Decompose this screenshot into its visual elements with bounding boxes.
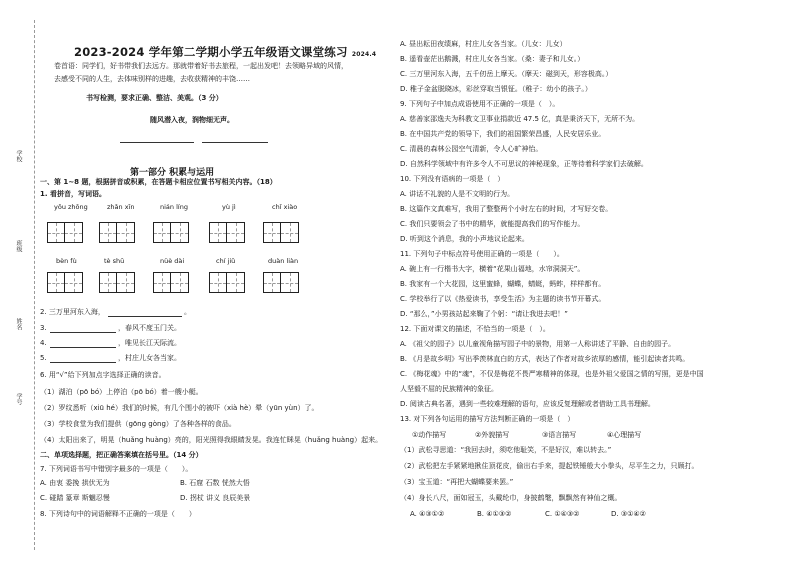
q6-item-2: （2）罗纹悉听（xiū hé）我们的时候，有几个围小的被吓（xià hè）晕（yūn yùn）了。 [40,404,319,412]
q7-option-a: A. 由衷 委挽 拱伏无为 [40,479,110,487]
q13-method-1: ①动作描写 [412,431,447,439]
q13-method-3: ③语言描写 [542,431,577,439]
q13-option-c: C. ①④③② [545,510,580,518]
q13-method-4: ④心理描写 [607,431,642,439]
fill-blank-4[interactable] [50,347,116,348]
q13-option-d: D. ③①④② [611,510,646,518]
q6-item-4: （4）太阳出来了，明晃（huǎng huàng）亮的，阳光照得我眼睛发晃。我连忙眯晃（huǎng huàng）起来。 [40,436,383,444]
fill-tail-4: ，唯见长江天际流。 [118,339,181,347]
fill-blank-5[interactable] [50,362,116,363]
binding-line [34,20,35,550]
q9-option-b: B. 在中国共产党的领导下，我们的祖国繁荣昌盛，人民安居乐业。 [400,130,606,138]
q6-item-1: （1）湖泊（pō bó）上停泊（pō bó）着一艘小艇。 [40,388,203,396]
q13-item-4: （4）身长八尺，面如冠玉，头戴纶巾，身披鹤氅，飘飘然有神仙之概。 [400,494,622,502]
q8: 8. 下列诗句中的词语解释不正确的一项是（ ） [40,510,196,518]
q9: 9. 下列句子中加点成语使用不正确的一项是（ ）。 [400,100,560,108]
pinyin-2-5: duàn liàn [268,257,299,265]
q10-option-b: B. 这篇作文真难写，我用了整整两个小时左右的时间，才写好交卷。 [400,205,613,213]
pinyin-2-3: nüè dài [160,257,185,265]
side-label-number: 学号 [15,393,22,405]
q6: 6. 用“√”给下列加点字选择正确的读音。 [40,371,166,379]
pinyin-1-1: yōu zhōng [54,203,88,211]
tianzi-box-1-4[interactable] [209,222,245,243]
fill-tail-2: 。 [184,308,191,316]
fill-blank-3[interactable] [50,332,116,333]
writing-check: 书写检测，要求正确、整洁、美观。（3 分） [86,94,223,102]
q7: 7. 下列词语书写中错别字最多的一项是（ ）。 [40,465,193,473]
q13-option-a: A. ④③①② [410,510,445,518]
q8-option-b: B. 遥看壶茫出鹅溅，村庄儿女各当家。（桑：妻子和儿女。） [400,55,585,63]
side-label-name: 姓名 [15,318,22,330]
q7-option-b: B. 石窟 石数 恍然大悟 [180,479,250,487]
q8-option-d: D. 稚子金盆脱晓冰，彩丝穿取当银钲。（稚子：幼小的孩子。） [400,85,592,93]
q9-option-a: A. 慈善家邵逸夫为科教文卫事业捐款近 47.5 亿，真是秉济天下，无所不为。 [400,115,640,123]
writing-text: 随风潜入夜，润物细无声。 [150,116,234,124]
fill-item-5: 5. [40,354,47,362]
fill-blank-2[interactable] [108,316,182,317]
pinyin-1-5: chǐ xiào [272,203,298,211]
q12-option-d: D. 阅读古典名著，遇到一些较难理解的语句，应该反复理解或者借助工具书理解。 [400,400,655,408]
tianzi-box-2-2[interactable] [99,272,135,293]
side-label-class: 班级 [15,240,22,252]
q10-option-c: C. 我们只要领会了书中的精华，就能提高我们的写作能力。 [400,220,585,228]
q12-option-a: A. 《祖父的园子》以儿童视角描写园子中的景物，用第一人称讲述了平静、自由的园子。 [400,340,676,348]
q11-option-c: C. 学校举行了以《热爱读书，享受生活》为主题的读书节开幕式。 [400,295,606,303]
q13-item-1: （1）武松寻思道：“我回去时，须吃他耻笑，不是好汉，难以转去。” [400,446,612,454]
fill-item-2: 2. 三万里河东入海， [40,308,105,316]
q10-option-a: A. 讲话不礼貌的人是不文明的行为。 [400,190,515,198]
q12-option-b: B. 《月是故乡明》写出季羡林直白的方式，表达了作者对故乡浓厚的感情，能引起读者共鸣。 [400,355,690,363]
page-title [74,44,376,60]
q13-option-b: B. ④①③② [477,510,512,518]
section-title: 第一部分 积累与运用 [130,168,215,178]
q11: 11. 下列句子中标点符号使用正确的一项是（ ）。 [400,250,564,258]
q9-option-d: D. 自然科学领域中有许多令人不可思议的神秘现象，正等待着科学家们去破解。 [400,160,648,168]
pinyin-1-4: yù jì [222,203,236,211]
pinyin-2-4: chí jiǔ [216,257,236,265]
side-label-school: 学校 [15,150,22,162]
pinyin-2-1: bèn fù [56,257,77,265]
fill-tail-5: ，村庄儿女各当家。 [118,354,181,362]
q12-option-c-cont: 人坚毅不屈的民族精神的象征。 [400,385,498,393]
q11-option-d: D. “那么，”小男孩站起来鞠了个躬：“请让我进去吧！” [400,310,568,318]
q1-heading: 一、第 1~8 题，根据拼音或积累，在答题卡相应位置书写相关内容。（18） [40,178,277,186]
q11-option-b: B. 我家有一个大花园，这里蜜蜂，蝴蝶，蜻蜓，蚂蚱，样样都有。 [400,280,606,288]
intro-line-2: 去感受不同的人生，去体味别样的进趣，去收获精神的丰饶…… [54,75,250,83]
writing-line-2 [202,142,268,143]
tianzi-box-1-2[interactable] [99,222,135,243]
tianzi-box-2-3[interactable] [153,272,189,293]
q13-method-2: ②外貌描写 [475,431,510,439]
q8-option-a: A. 昼出耘田夜绩麻，村庄儿女各当家。（儿女：儿女） [400,40,567,48]
q13-item-3: （3）宝玉道：“再把大蝴蝶要来罢。” [400,478,514,486]
pinyin-2-2: tè shū [104,257,125,265]
tianzi-box-1-1[interactable] [47,222,83,243]
tianzi-box-1-5[interactable] [263,222,299,243]
q12: 12. 下面对课文的描述，不恰当的一项是（ ）。 [400,325,550,333]
q9-option-c: C. 清晨的森林公园空气清新，令人心旷神怡。 [400,145,543,153]
tianzi-box-1-3[interactable] [153,222,189,243]
q2-heading: 二、单项选择题，把正确答案填在括号里。（14 分） [40,451,203,459]
pinyin-1-2: zhǎn xīn [107,203,135,211]
q10-option-d: D. 听到这个消息，我的小声地议论起来。 [400,235,529,243]
q12-option-c: C. 《梅花魂》中的“魂”，不仅是梅花不畏严寒精神的体现，也是外祖父爱国之情的写照，更是中国 [400,370,704,378]
title-text: 2023-2024 学年第二学期小学五年级语文课堂练习 [74,45,348,59]
q10: 10. 下列没有语病的一项是（ ） [400,175,505,183]
q8-option-c: C. 三万里河东入海，五千仞岳上摩天。（摩天：磁到天，形容极高。） [400,70,613,78]
writing-line-1 [120,142,194,143]
pinyin-1-3: nián líng [160,203,188,211]
tianzi-box-2-5[interactable] [263,272,299,293]
q7-option-c: C. 碰踏 篆章 斯魍忍慢 [40,494,110,502]
fill-tail-3: ，春风不度玉门关。 [118,324,181,332]
q13: 13. 对下列各句运用的描写方法判断正确的一项是（ ） [400,415,575,423]
tianzi-box-2-4[interactable] [209,272,245,293]
q1-sub: 1. 看拼音，写词语。 [40,190,106,198]
fill-item-3: 3. [40,324,47,332]
title-date: 2024.4 [351,51,377,58]
q6-item-3: （3）学校食堂为我们提供（gōng gòng）了各种各样的食品。 [40,420,236,428]
tianzi-box-2-1[interactable] [47,272,83,293]
fill-item-4: 4. [40,339,47,347]
q13-item-2: （2）武松把左手紧紧地揪住顶花皮，偷出右手来，提起铁锤般大小拳头，尽平生之力，只顾打。 [400,462,699,470]
intro-line-1: 卷首语：同学们，好书带我们去远方。那就带着好书去旅程，一起出发吧！去领略异域的风情， [54,62,348,70]
q11-option-a: A. 碗上有一行楷书大字，横着“花果山福地，水帘洞洞天”。 [400,265,585,273]
q7-option-d: D. 拐杖 讲义 良辰美景 [180,494,251,502]
